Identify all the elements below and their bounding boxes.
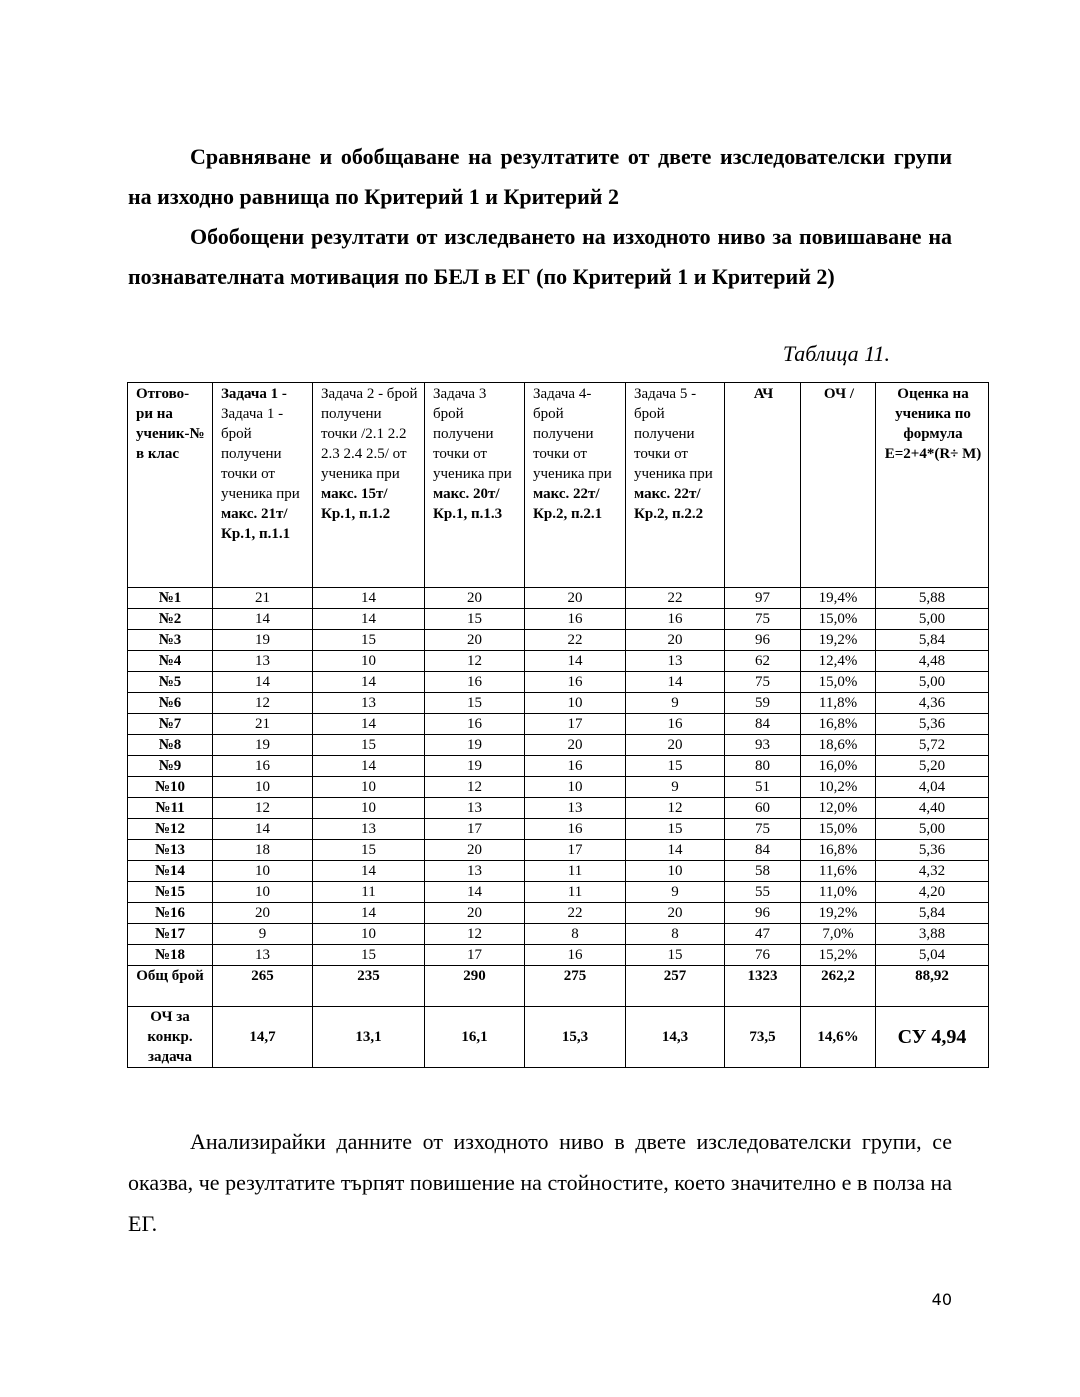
row-label: №15: [128, 882, 213, 903]
table-cell: 96: [725, 630, 801, 651]
table-cell: 14,6%: [801, 1007, 876, 1068]
table-cell: 12,4%: [801, 651, 876, 672]
table-cell: 20: [425, 903, 525, 924]
table-row: [128, 630, 989, 651]
table-cell: 15,3: [525, 1007, 626, 1068]
table-cell: 14: [313, 672, 425, 693]
table-cell: СУ 4,94: [876, 1007, 989, 1068]
table-cell: 22: [525, 903, 626, 924]
header-ach: АЧ: [725, 383, 801, 588]
table-cell: 14: [313, 714, 425, 735]
table-cell: 20: [425, 630, 525, 651]
table-cell: 14: [213, 672, 313, 693]
table-cell: 3,88: [876, 924, 989, 945]
table-cell: 20: [213, 903, 313, 924]
table-cell: 13: [425, 861, 525, 882]
row-label: №11: [128, 798, 213, 819]
table-cell: 15,2%: [801, 945, 876, 966]
table-cell: 47: [725, 924, 801, 945]
row-label: №8: [128, 735, 213, 756]
table-cell: 21: [213, 714, 313, 735]
table-cell: 9: [626, 777, 725, 798]
table-cell: 20: [626, 903, 725, 924]
table-cell: 17: [425, 945, 525, 966]
table-cell: 19: [425, 735, 525, 756]
table-cell: 12: [425, 777, 525, 798]
row-label: №12: [128, 819, 213, 840]
table-cell: 14: [313, 903, 425, 924]
table-cell: 14: [313, 861, 425, 882]
header-task1: Задача 1 - Задача 1 - брой получени точки от ученика при макс. 21т/Кр.1, п.1.1: [213, 383, 313, 588]
table-cell: 15,0%: [801, 819, 876, 840]
table-row: [128, 609, 989, 630]
table-cell: 14: [213, 609, 313, 630]
table-cell: 13: [313, 693, 425, 714]
table-cell: 19: [213, 735, 313, 756]
table-row: [128, 882, 989, 903]
table-cell: 18: [213, 840, 313, 861]
table-cell: 17: [525, 714, 626, 735]
table-cell: 12: [425, 651, 525, 672]
table-cell: 11: [525, 861, 626, 882]
table-cell: 11,0%: [801, 882, 876, 903]
table-cell: 10: [525, 693, 626, 714]
table-cell: 62: [725, 651, 801, 672]
table-cell: 11,8%: [801, 693, 876, 714]
table-cell: 4,20: [876, 882, 989, 903]
table-cell: 9: [213, 924, 313, 945]
table-cell: 5,36: [876, 714, 989, 735]
table-cell: 11,6%: [801, 861, 876, 882]
table-cell: 84: [725, 714, 801, 735]
table-cell: 265: [213, 966, 313, 1007]
table-cell: 15: [313, 840, 425, 861]
header-task4: Задача 4- брой получени точки от ученика при макс. 22т/ Кр.2, п.2.1: [525, 383, 626, 588]
table-cell: 93: [725, 735, 801, 756]
row-label: №2: [128, 609, 213, 630]
table-cell: 96: [725, 903, 801, 924]
table-cell: 22: [626, 588, 725, 609]
table-cell: 4,40: [876, 798, 989, 819]
table-cell: 12,0%: [801, 798, 876, 819]
table-cell: 17: [525, 840, 626, 861]
table-cell: 10: [313, 924, 425, 945]
table-cell: 5,84: [876, 903, 989, 924]
row-label: №17: [128, 924, 213, 945]
row-label: №10: [128, 777, 213, 798]
table-cell: 16: [425, 714, 525, 735]
table-row: [128, 777, 989, 798]
table-cell: 5,20: [876, 756, 989, 777]
table-cell: 16: [525, 672, 626, 693]
total-row: [128, 966, 989, 1007]
table-cell: 16: [626, 609, 725, 630]
table-cell: 4,48: [876, 651, 989, 672]
header-task2: Задача 2 - брой получени точки /2.1 2.2 2.3 2.4 2.5/ от ученика при макс. 15т/Кр.1, п.1.2: [313, 383, 425, 588]
table-cell: 14: [313, 756, 425, 777]
table-row: [128, 861, 989, 882]
table-cell: 262,2: [801, 966, 876, 1007]
table-cell: 15,0%: [801, 609, 876, 630]
table-cell: 20: [626, 630, 725, 651]
table-row: [128, 798, 989, 819]
header-student: Отгово-ри на ученик-№ в клас: [128, 383, 213, 588]
table-cell: 13: [313, 819, 425, 840]
table-cell: 11: [525, 882, 626, 903]
table-cell: 15: [313, 945, 425, 966]
table-cell: 5,00: [876, 672, 989, 693]
row-label: №4: [128, 651, 213, 672]
table-cell: 13: [425, 798, 525, 819]
row-label: №5: [128, 672, 213, 693]
table-cell: 13: [626, 651, 725, 672]
row-label: №16: [128, 903, 213, 924]
average-row: [128, 1007, 989, 1068]
table-cell: 8: [626, 924, 725, 945]
table-cell: 16,1: [425, 1007, 525, 1068]
table-cell: 19: [425, 756, 525, 777]
table-cell: 15: [425, 609, 525, 630]
table-cell: 4,36: [876, 693, 989, 714]
table-row: [128, 672, 989, 693]
table-cell: 10: [626, 861, 725, 882]
row-label: №6: [128, 693, 213, 714]
row-label: Общ брой: [128, 966, 213, 1007]
header-grade: Оценка на ученика по формула Е=2+4*(R÷ М): [876, 383, 989, 588]
analysis-paragraph: Анализирайки данните от изходното ниво в двете изследователски групи, се оказва, че резултатите търпят повишение на стойностите, което значително е в полза на ЕГ.: [128, 1129, 952, 1236]
results-table: [127, 382, 989, 1068]
table-cell: 73,5: [725, 1007, 801, 1068]
table-cell: 14: [626, 840, 725, 861]
table-cell: 10: [525, 777, 626, 798]
table-cell: 7,0%: [801, 924, 876, 945]
table-header-row: [128, 383, 989, 588]
table-cell: 75: [725, 672, 801, 693]
table-cell: 16: [626, 714, 725, 735]
table-cell: 16: [525, 819, 626, 840]
row-label: №9: [128, 756, 213, 777]
table-cell: 9: [626, 693, 725, 714]
table-cell: 88,92: [876, 966, 989, 1007]
table-cell: 14,3: [626, 1007, 725, 1068]
table-cell: 14: [525, 651, 626, 672]
table-row: [128, 903, 989, 924]
table-body: [128, 588, 989, 1068]
table-cell: 4,32: [876, 861, 989, 882]
table-row: [128, 924, 989, 945]
table-cell: 5,88: [876, 588, 989, 609]
header-task5: Задача 5 - брой получени точки от ученика при макс. 22т/ Кр.2, п.2.2: [626, 383, 725, 588]
table-cell: 58: [725, 861, 801, 882]
table-cell: 15: [313, 630, 425, 651]
table-cell: 235: [313, 966, 425, 1007]
table-cell: 290: [425, 966, 525, 1007]
table-caption: Таблица 11.: [782, 341, 890, 366]
table-cell: 21: [213, 588, 313, 609]
table-cell: 75: [725, 819, 801, 840]
table-cell: 10: [213, 861, 313, 882]
table-cell: 15: [626, 756, 725, 777]
table-cell: 13: [525, 798, 626, 819]
table-cell: 14: [313, 588, 425, 609]
table-cell: 5,00: [876, 609, 989, 630]
table-cell: 15: [626, 945, 725, 966]
table-cell: 12: [425, 924, 525, 945]
table-cell: 19,4%: [801, 588, 876, 609]
table-cell: 14: [425, 882, 525, 903]
table-cell: 14: [313, 609, 425, 630]
row-label: №13: [128, 840, 213, 861]
table-cell: 19,2%: [801, 903, 876, 924]
row-label: №14: [128, 861, 213, 882]
table-cell: 13,1: [313, 1007, 425, 1068]
table-cell: 17: [425, 819, 525, 840]
table-cell: 5,72: [876, 735, 989, 756]
table-cell: 16: [525, 609, 626, 630]
table-cell: 10: [213, 882, 313, 903]
table-cell: 55: [725, 882, 801, 903]
header-task3: Задача 3 брой получени точки от ученика при макс. 20т/ Кр.1, п.1.3: [425, 383, 525, 588]
table-cell: 10: [313, 651, 425, 672]
table-cell: 5,00: [876, 819, 989, 840]
table-cell: 76: [725, 945, 801, 966]
table-cell: 20: [626, 735, 725, 756]
table-cell: 15: [313, 735, 425, 756]
table-cell: 14,7: [213, 1007, 313, 1068]
row-label: ОЧ за конкр. задача: [128, 1007, 213, 1068]
table-row: [128, 945, 989, 966]
table-row: [128, 756, 989, 777]
table-row: [128, 819, 989, 840]
table-cell: 20: [425, 840, 525, 861]
table-cell: 75: [725, 609, 801, 630]
table-cell: 5,36: [876, 840, 989, 861]
table-cell: 14: [213, 819, 313, 840]
table-cell: 16,0%: [801, 756, 876, 777]
table-cell: 13: [213, 651, 313, 672]
table-cell: 84: [725, 840, 801, 861]
table-cell: 10,2%: [801, 777, 876, 798]
table-row: [128, 840, 989, 861]
table-cell: 20: [525, 588, 626, 609]
table-cell: 20: [525, 735, 626, 756]
row-label: №1: [128, 588, 213, 609]
table-cell: 12: [626, 798, 725, 819]
table-cell: 13: [213, 945, 313, 966]
row-label: №18: [128, 945, 213, 966]
table-cell: 59: [725, 693, 801, 714]
page-number: 40: [931, 1290, 952, 1309]
table-row: [128, 651, 989, 672]
table-cell: 16: [425, 672, 525, 693]
table-cell: 16: [525, 945, 626, 966]
table-cell: 16,8%: [801, 840, 876, 861]
table-cell: 22: [525, 630, 626, 651]
table-cell: 16,8%: [801, 714, 876, 735]
table-cell: 51: [725, 777, 801, 798]
table-cell: 19,2%: [801, 630, 876, 651]
row-label: №7: [128, 714, 213, 735]
table-cell: 15,0%: [801, 672, 876, 693]
table-cell: 97: [725, 588, 801, 609]
table-cell: 60: [725, 798, 801, 819]
table-cell: 12: [213, 693, 313, 714]
table-cell: 20: [425, 588, 525, 609]
table-row: [128, 693, 989, 714]
section-heading: Сравняване и обобщаване на резултатите от двете изследователски групи на изходно равнища по Критерий 1 и Критерий 2: [128, 144, 952, 209]
table-cell: 8: [525, 924, 626, 945]
table-cell: 5,04: [876, 945, 989, 966]
table-cell: 14: [626, 672, 725, 693]
table-row: [128, 735, 989, 756]
table-cell: 11: [313, 882, 425, 903]
table-row: [128, 588, 989, 609]
table-cell: 80: [725, 756, 801, 777]
table-cell: 16: [213, 756, 313, 777]
table-cell: 275: [525, 966, 626, 1007]
table-cell: 19: [213, 630, 313, 651]
table-cell: 12: [213, 798, 313, 819]
table-cell: 16: [525, 756, 626, 777]
table-cell: 10: [213, 777, 313, 798]
header-och: ОЧ /: [801, 383, 876, 588]
table-cell: 15: [626, 819, 725, 840]
table-cell: 5,84: [876, 630, 989, 651]
table-cell: 257: [626, 966, 725, 1007]
table-row: [128, 714, 989, 735]
table-cell: 10: [313, 777, 425, 798]
table-cell: 15: [425, 693, 525, 714]
row-label: №3: [128, 630, 213, 651]
table-cell: 1323: [725, 966, 801, 1007]
table-cell: 4,04: [876, 777, 989, 798]
table-cell: 9: [626, 882, 725, 903]
table-heading: Обобощени резултати от изследването на изходното ниво за повишаване на познавателната мотивация по БЕЛ в ЕГ (по Критерий 1 и Критерий 2): [128, 224, 952, 289]
table-cell: 10: [313, 798, 425, 819]
table-cell: 18,6%: [801, 735, 876, 756]
